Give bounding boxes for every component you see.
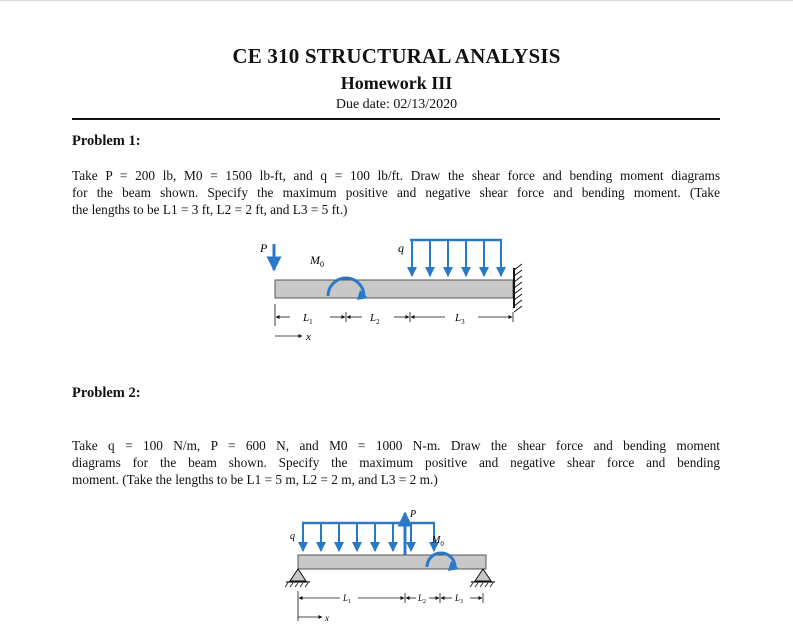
problem-1-line-2: for the beam shown. Specify the maximum positive and negative shear force and bending moment. (Take — [72, 185, 720, 200]
label-l1: $L_1$ — [303, 312, 313, 326]
page-top-border — [0, 0, 793, 1]
label-x: x — [306, 331, 311, 343]
beam-2 — [298, 555, 486, 569]
label-q-2: q — [290, 531, 295, 542]
problem-1-statement — [72, 167, 720, 218]
label-m0: $M_0$ — [310, 253, 324, 269]
problem-1-beam-figure — [250, 232, 530, 357]
beam-1 — [275, 280, 513, 298]
problem-1-line-1: Take P = 200 lb, M0 = 1500 lb-ft, and q = 100 lb/ft. Draw the shear force and bending moment diagrams — [72, 168, 720, 183]
problem-2-line-1: Take q = 100 N/m, P = 600 N, and M0 = 1000 N-m. Draw the shear force and bending moment — [72, 438, 720, 453]
label-q: q — [398, 241, 404, 255]
title-divider — [72, 118, 720, 120]
label-p-2: P — [410, 509, 417, 520]
label-l2-2: $L_2$ — [418, 593, 427, 605]
label-m0-2: $M_0$ — [432, 535, 444, 548]
problem-1-line-3: the lengths to be L1 = 3 ft, L2 = 2 ft, and L3 = 5 ft.) — [72, 202, 348, 217]
problem-1-heading: Problem 1: — [72, 133, 141, 149]
label-p: P — [260, 241, 268, 255]
due-date: Due date: 02/13/2020 — [335, 97, 458, 112]
fixed-support — [514, 264, 522, 312]
label-l1-2: $L_1$ — [343, 593, 352, 605]
problem-2-line-3: moment. (Take the lengths to be L1 = 5 m, L2 = 2 m, and L3 = 2 m.) — [72, 472, 438, 487]
label-l3-2: $L_3$ — [455, 593, 464, 605]
distributed-load — [410, 240, 502, 276]
distributed-load-2 — [302, 523, 435, 551]
document-subtitle: Homework III — [340, 73, 453, 93]
label-x-2: x — [325, 613, 329, 623]
problem-2-beam-figure — [280, 505, 510, 630]
label-l3: $L_3$ — [455, 312, 465, 326]
label-l2: $L_2$ — [370, 312, 380, 326]
problem-2-line-2: diagrams for the beam shown. Specify the maximum positive and negative shear force and bending — [72, 455, 720, 470]
problem-2-heading: Problem 2: — [72, 385, 141, 401]
document-title: CE 310 STRUCTURAL ANALYSIS — [232, 44, 561, 68]
pin-support-right — [470, 569, 495, 587]
problem-2-statement — [72, 437, 720, 488]
pin-support-left — [285, 569, 310, 587]
